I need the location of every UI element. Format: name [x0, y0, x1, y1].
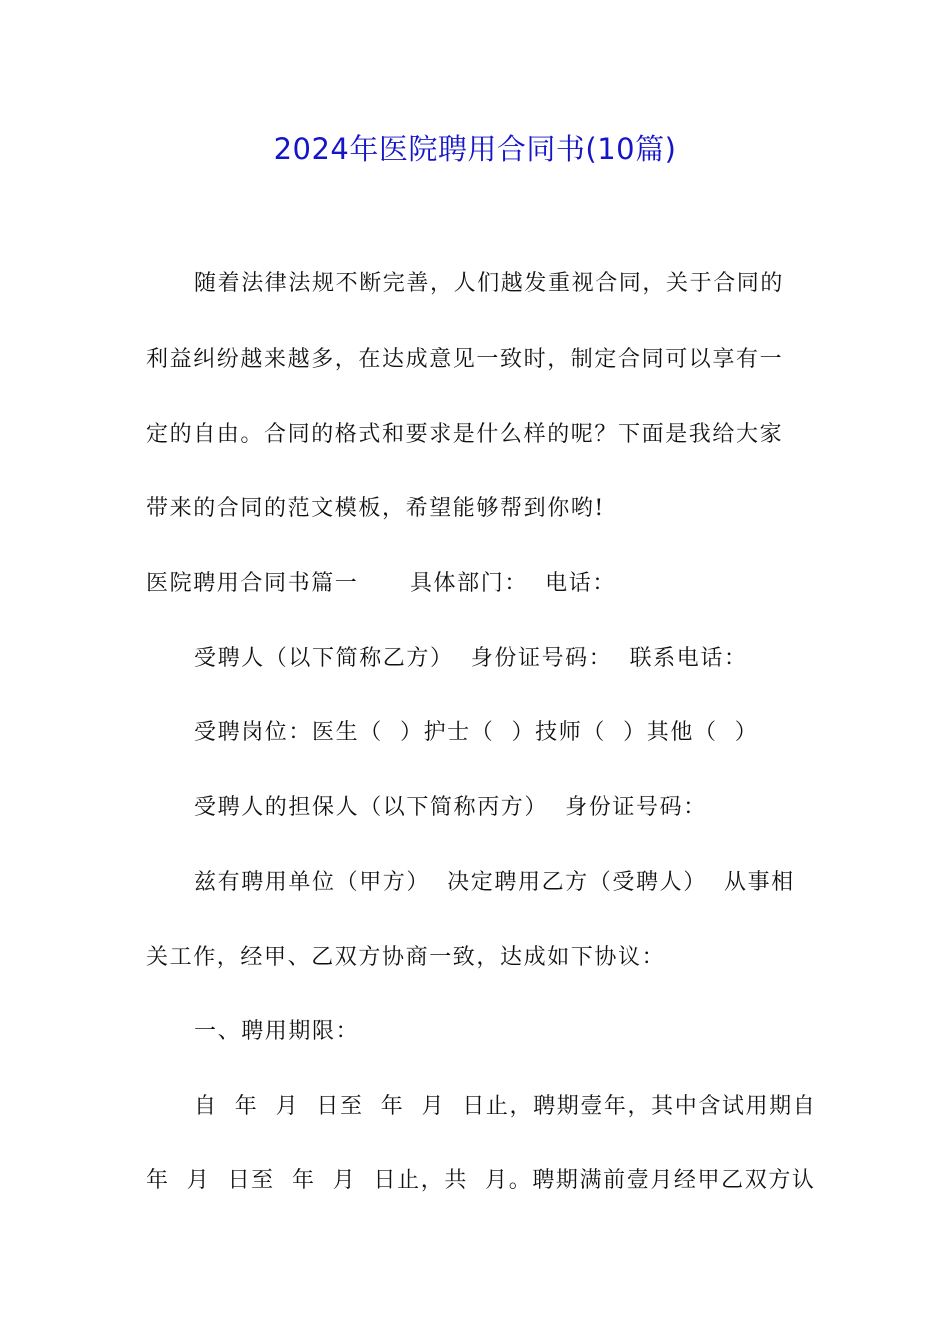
paragraph-line: 带来的合同的范文模板，希望能够帮到你哟! [146, 496, 605, 521]
clause-heading: 一、聘用期限： [194, 1019, 360, 1044]
paragraph-line: 受聘岗位：医生（ ）护士（ ）技师（ ）其他（ ） [194, 720, 759, 745]
paragraph-line: 兹有聘用单位（甲方） 决定聘用乙方（受聘人） 从事相 [194, 870, 795, 895]
document-title: 2024年医院聘用合同书(10篇) [273, 132, 677, 166]
paragraph-line: 随着法律法规不断完善，人们越发重视合同，关于合同的 [194, 271, 785, 296]
paragraph-line: 利益纠纷越来越多，在达成意见一致时，制定合同可以享有一 [146, 347, 784, 372]
paragraph-line: 年 月 日至 年 月 日止，共 月。聘期满前壹月经甲乙双方认 [146, 1168, 816, 1193]
paragraph-line: 自 年 月 日至 年 月 日止，聘期壹年，其中含试用期自 [194, 1094, 817, 1119]
paragraph-line: 受聘人（以下简称乙方） 身份证号码： 联系电话： [194, 646, 748, 671]
paragraph-line: 受聘人的担保人（以下简称丙方） 身份证号码： [194, 795, 707, 820]
paragraph-line: 关工作，经甲、乙双方协商一致，达成如下协议： [146, 945, 666, 970]
paragraph-line: 定的自由。合同的格式和要求是什么样的呢？下面是我给大家 [146, 422, 784, 447]
section-heading-line: 医院聘用合同书篇一 具体部门： 电话： [146, 571, 616, 596]
